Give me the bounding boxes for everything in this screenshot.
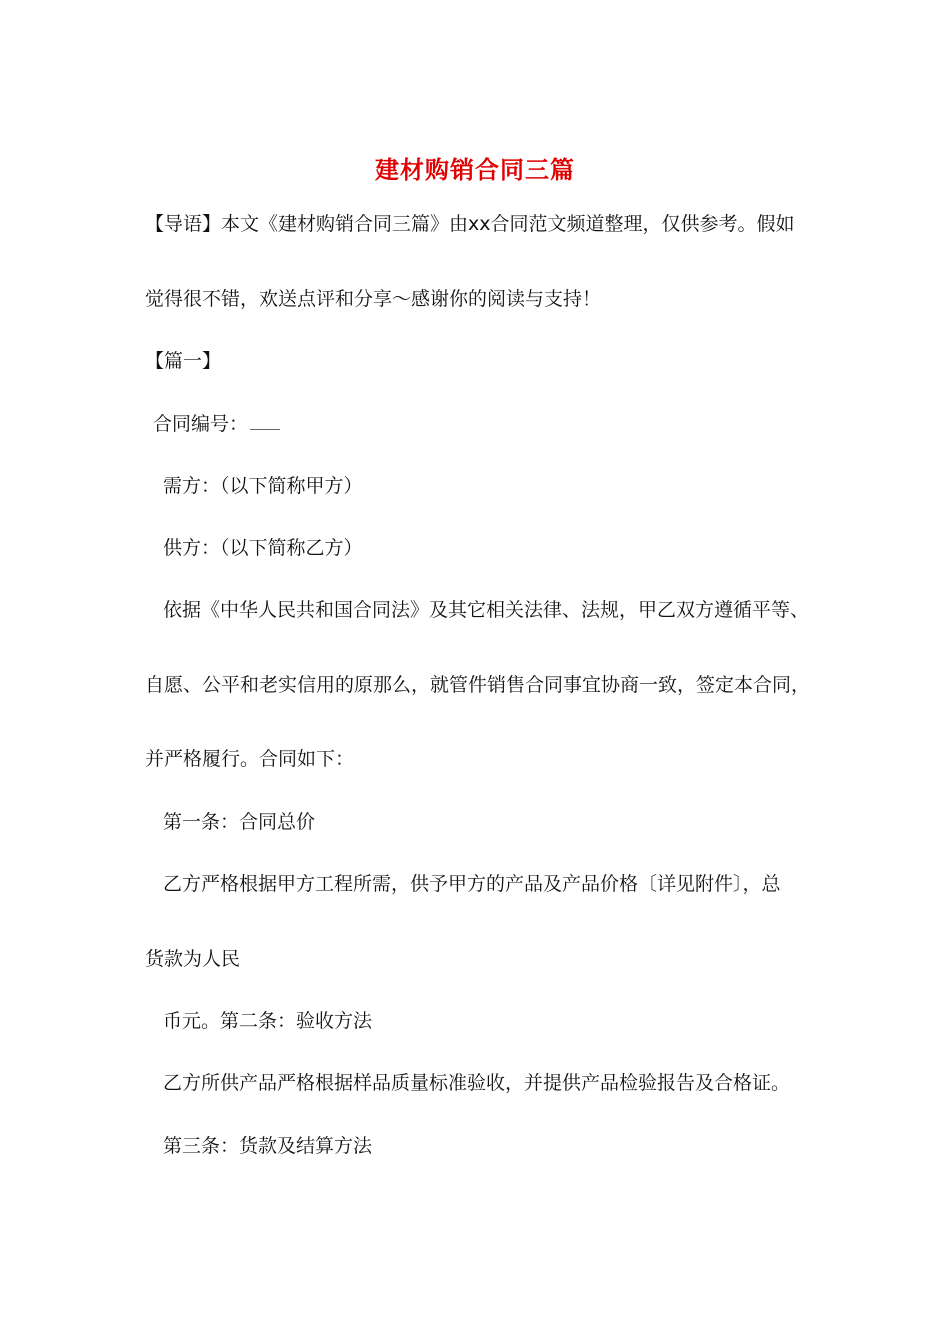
section-heading: 【篇一】 bbox=[145, 350, 222, 372]
intro-line-2: 觉得很不错，欢送点评和分享～感谢你的阅读与支持！ bbox=[145, 288, 602, 310]
article-2-body: 乙方所供产品严格根据样品质量标准验收，并提供产品检验报告及合格证。 bbox=[163, 1072, 791, 1094]
article-1-heading: 第一条：合同总价 bbox=[163, 811, 316, 833]
seller-line: 供方：（以下简称乙方） bbox=[163, 537, 363, 559]
article-1-line-1: 乙方严格根据甲方工程所需，供予甲方的产品及产品价格〔详见附件〕，总 bbox=[163, 873, 781, 895]
article-1-line-2: 货款为人民 bbox=[145, 948, 241, 970]
contract-number-label: 合同编号： bbox=[153, 413, 249, 435]
contract-number-row bbox=[153, 411, 280, 437]
preamble-line-1: 依据《中华人民共和国合同法》及其它相关法律、法规，甲乙双方遵循平等、 bbox=[163, 599, 810, 621]
preamble-line-2: 自愿、公平和老实信用的原那么，就管件销售合同事宜协商一致，签定本合同， bbox=[145, 674, 811, 696]
article-1-line-3: 币元。第二条：验收方法 bbox=[163, 1010, 373, 1032]
article-3-heading: 第三条：货款及结算方法 bbox=[163, 1135, 373, 1157]
intro-line-1: 【导语】本文《建材购销合同三篇》由xx合同范文频道整理，仅供参考。假如 bbox=[145, 213, 795, 235]
preamble-line-3: 并严格履行。合同如下： bbox=[145, 748, 355, 770]
page-title: 建材购销合同三篇 bbox=[375, 156, 575, 184]
contract-number-blank bbox=[250, 415, 280, 430]
buyer-line: 需方：（以下简称甲方） bbox=[163, 475, 363, 497]
